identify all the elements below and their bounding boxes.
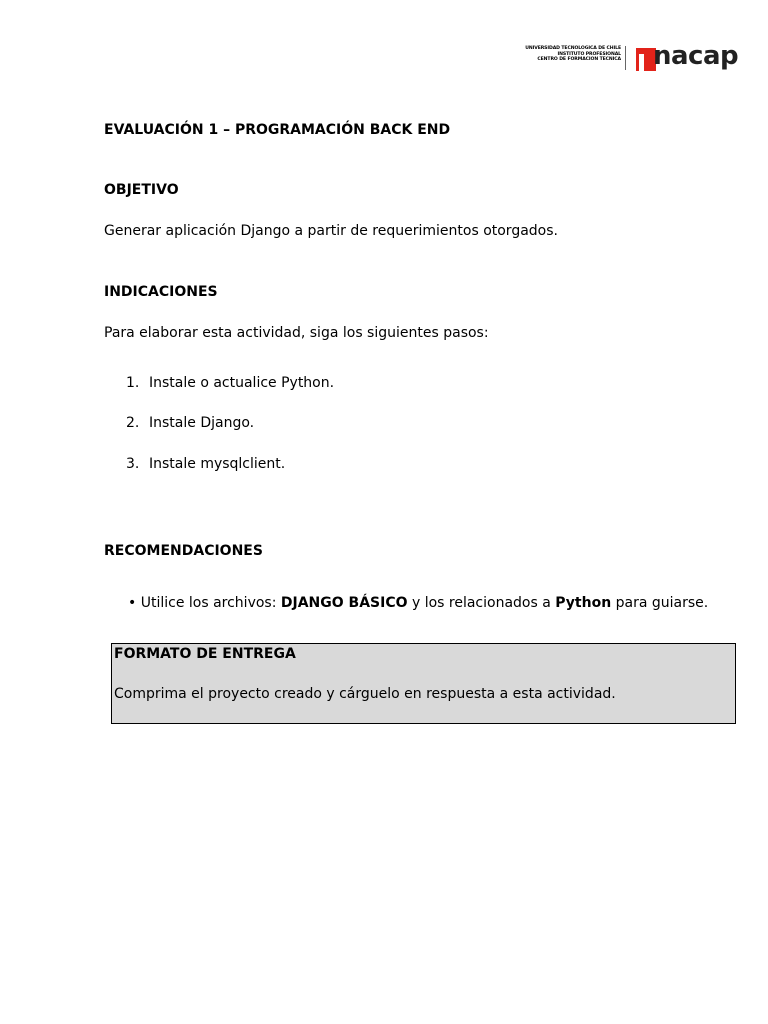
indicaciones-heading: INDICACIONES [104, 284, 218, 300]
logo-divider [625, 46, 626, 70]
step-text: Instale o actualice Python. [149, 375, 335, 391]
institution-line: UNIVERSIDAD TECNOLOGICA DE CHILE [525, 46, 621, 51]
recomendacion-text-3: para guiarse. [611, 595, 709, 611]
recomendacion-bold-1: DJANGO BÁSICO [280, 595, 408, 611]
step-number: 2. [126, 415, 140, 431]
formato-heading: FORMATO DE ENTREGA [114, 646, 296, 662]
recomendacion-bold-2: Python [555, 595, 612, 611]
formato-text: Comprima el proyecto creado y cárguelo en respuesta a esta actividad. [114, 686, 616, 702]
list-item [126, 456, 285, 472]
list-item [126, 415, 254, 431]
recomendacion-item [128, 595, 708, 611]
logo-wordmark: nacap [653, 41, 739, 71]
recomendaciones-heading: RECOMENDACIONES [104, 543, 263, 559]
bullet-icon: • [128, 595, 137, 611]
recomendacion-text-1: Utilice los archivos: [140, 595, 281, 611]
inacap-logo [505, 41, 745, 78]
indicaciones-intro: Para elaborar esta actividad, siga los siguientes pasos: [104, 325, 489, 341]
objetivo-text: Generar aplicación Django a partir de requerimientos otorgados. [104, 223, 558, 239]
institution-line: CENTRO DE FORMACION TECNICA [537, 57, 621, 63]
list-item [126, 375, 334, 391]
institution-line: INSTITUTO PROFESIONAL [557, 51, 621, 57]
step-text: Instale mysqlclient. [149, 456, 286, 472]
institution-lines [505, 46, 621, 63]
step-text: Instale Django. [149, 415, 255, 431]
step-number: 3. [126, 456, 140, 472]
step-number: 1. [126, 375, 140, 391]
formato-entrega-box [111, 643, 736, 724]
objetivo-heading: OBJETIVO [104, 182, 179, 198]
document-title: EVALUACIÓN 1 – PROGRAMACIÓN BACK END [104, 122, 451, 138]
recomendacion-text-2: y los relacionados a [407, 595, 556, 611]
